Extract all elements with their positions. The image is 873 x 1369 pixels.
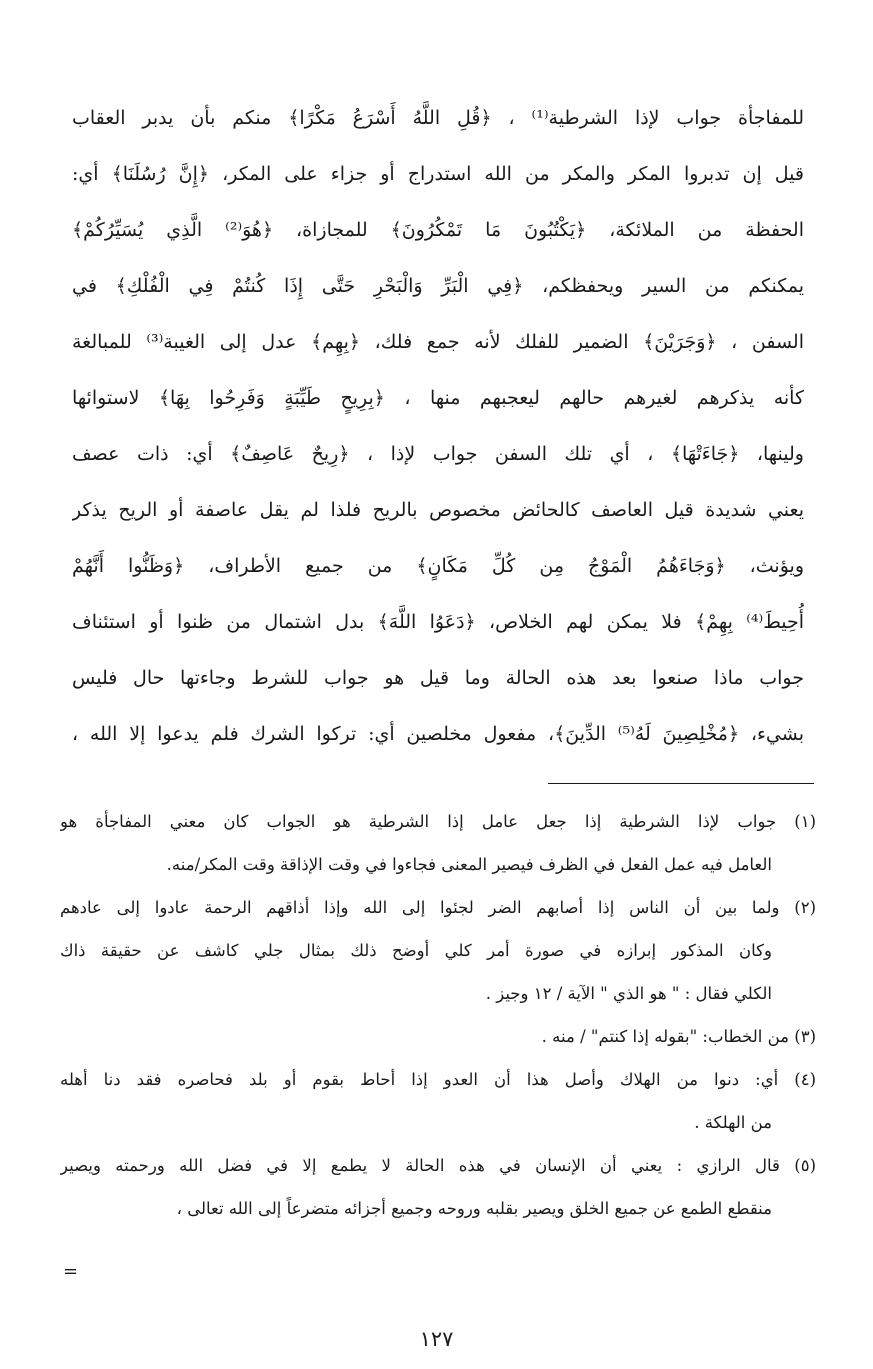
footnote-number: (٥): [794, 1156, 816, 1175]
page-number: ١٢٧: [419, 1327, 454, 1351]
footnote-2-line-1: [60, 886, 816, 929]
footnote-separator: [548, 783, 814, 784]
continuation-mark: =: [63, 1261, 79, 1282]
text-line: ويؤنث، ﴿وَجَاءَهُمُ الْمَوْجُ مِن كُلِّ مَكَانٍ﴾ من جميع الأطراف، ﴿وَظَنُّوا أَنَّهُمْ: [72, 555, 804, 577]
footnote-text: قال الرازي : يعني أن الإنسان في هذه الحالة لا يطمع إلا في فضل الله ورحمته ويصير: [60, 1156, 780, 1175]
text-line: السفن ، ﴿وَجَرَيْنَ﴾ الضمير للفلك لأنه جمع فلك، ﴿بِهِم﴾ عدل إلى الغيبة⁽³⁾ للمبالغة: [72, 331, 804, 353]
footnote-number: (٢): [794, 898, 816, 917]
footnote-number: (٤): [794, 1070, 816, 1089]
footnote-4-line-1: [60, 1058, 816, 1101]
footnote-number: (١): [794, 812, 816, 831]
footnote-text: جواب لإذا الشرطية إذا جعل عامل إذا الشرطية هو الجواب كان معني المفاجأة هو: [60, 812, 777, 831]
text-line: أُحِيطَ⁽⁴⁾ بِهِمْ﴾ فلا يمكن لهم الخلاص، ﴿دَعَوُا اللَّهَ﴾ بدل اشتمال من ظنوا أو استئناف: [72, 611, 804, 633]
footnote-2-line-2: وكان المذكور إبرازه في صورة أمر كلي أوضح ذلك بمثال جلي كاشف عن حقيقة ذاك: [60, 941, 772, 960]
text-line: قيل إن تدبروا المكر والمكر من الله استدراج أو جزاء على المكر، ﴿إِنَّ رُسُلَنَا﴾ أي:: [72, 163, 804, 185]
footnote-2-line-3: الكلي فقال : " هو الذي " الآية / ١٢ وجيز .: [485, 984, 772, 1003]
text-line: ولينها، ﴿جَاءَتْهَا﴾ ، أي تلك السفن جواب لإذا ، ﴿رِيحٌ عَاصِفٌ﴾ أي: ذات عصف: [72, 443, 804, 465]
footnote-5-line-1: [60, 1144, 816, 1187]
footnote-text: من الخطاب: "بقوله إذا كنتم" / منه .: [541, 1027, 789, 1046]
text-line: بشيء، ﴿مُخْلِصِينَ لَهُ⁽⁵⁾ الدِّينَ﴾، مفعول مخلصين أي: تركوا الشرك فلم يدعوا إلا الله ،: [72, 723, 804, 745]
text-line: يمكنكم من السير ويحفظكم، ﴿فِي الْبَرِّ وَالْبَحْرِ حَتَّى إِذَا كُنتُمْ فِي الْفُلْكِ﴾ في: [72, 275, 804, 297]
main-text-block: [72, 90, 804, 762]
footnotes-block: [60, 800, 816, 1230]
footnote-text: أي: دنوا من الهلاك وأصل هذا أن العدو إذا أحاط بقوم أو بلد فحاصره فقد دنا أهله: [60, 1070, 779, 1089]
text-line: للمفاجأة جواب لإذا الشرطية⁽¹⁾ ، ﴿قُلِ اللَّهُ أَسْرَعُ مَكْرًا﴾ منكم بأن يدبر العقاب: [72, 107, 804, 129]
text-line: الحفظة من الملائكة، ﴿يَكْتُبُونَ مَا تَمْكُرُونَ﴾ للمجازاة، ﴿هُوَ⁽²⁾ الَّذِي يُسَيِّرُكُمْ﴾: [72, 219, 804, 241]
text-line: يعني شديدة قيل العاصف كالحائض مخصوص بالريح فلذا لم يقل عاصفة أو الريح يذكر: [72, 499, 804, 521]
text-line: كأنه يذكرهم لغيرهم حالهم ليعجبهم منها ، ﴿بِرِيحٍ طَيِّبَةٍ وَفَرِحُوا بِهَا﴾ لاستوائها: [72, 387, 804, 409]
footnote-4-line-2: من الهلكة .: [694, 1113, 772, 1132]
footnote-3-line-1: [60, 1015, 816, 1058]
footnote-1-line-1: [60, 800, 816, 843]
footnote-5-line-2: منقطع الطمع عن جميع الخلق ويصير بقلبه وروحه وجميع أجزائه متضرعاً إلى الله تعالى ،: [176, 1199, 772, 1218]
footnote-text: ولما بين أن الناس إذا أصابهم الضر لجئوا إلى الله وإذا أذاقهم الرحمة عادوا إلى عادهم: [60, 898, 780, 917]
footnote-number: (٣): [794, 1027, 816, 1046]
footnote-1-line-2: العامل فيه عمل الفعل في الظرف فيصير المعنى فجاءوا في وقت الإذاقة وقت المكر/منه.: [166, 855, 772, 874]
text-line: جواب ماذا صنعوا بعد هذه الحالة وما قيل هو جواب للشرط وجاءتها حال فليس: [72, 667, 804, 689]
